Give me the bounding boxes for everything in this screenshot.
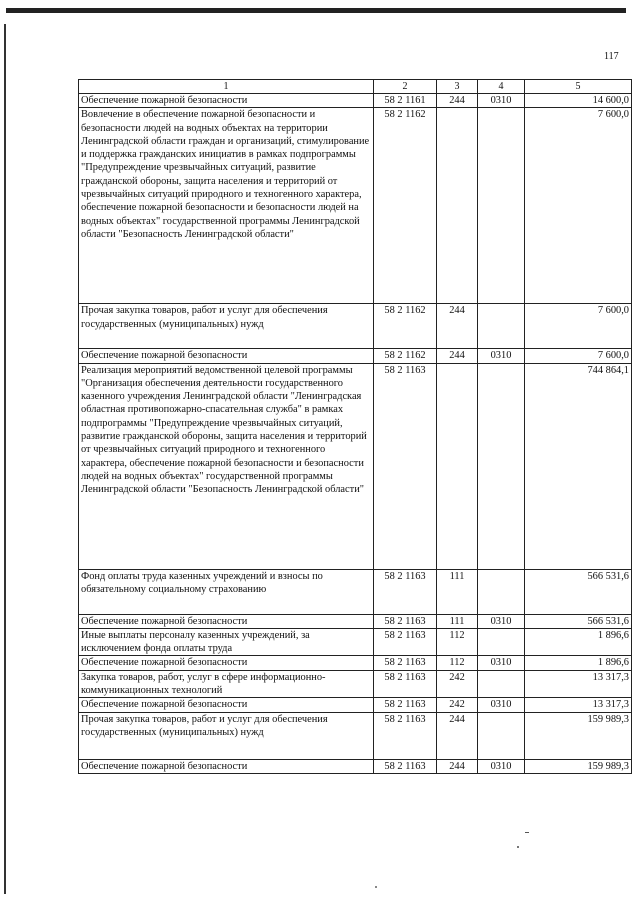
scan-left-border	[4, 24, 6, 894]
row-sum: 1 896,6	[525, 628, 632, 656]
row-sum: 159 989,3	[525, 759, 632, 773]
table-row	[79, 108, 632, 304]
row-rz	[478, 363, 525, 569]
row-csr: 58 2 1162	[374, 349, 437, 363]
row-csr: 58 2 1163	[374, 712, 437, 759]
row-vr: 244	[437, 94, 478, 108]
row-rz: 0310	[478, 94, 525, 108]
row-sum: 14 600,0	[525, 94, 632, 108]
row-rz	[478, 569, 525, 614]
row-vr: 244	[437, 712, 478, 759]
row-rz: 0310	[478, 698, 525, 712]
row-vr: 244	[437, 759, 478, 773]
row-csr: 58 2 1163	[374, 759, 437, 773]
row-vr: 244	[437, 349, 478, 363]
row-csr: 58 2 1163	[374, 698, 437, 712]
row-rz	[478, 108, 525, 304]
row-vr: 242	[437, 670, 478, 698]
row-name: Фонд оплаты труда казенных учреждений и взносы по обязательному социальному страхованию	[79, 569, 374, 614]
header-col-3: 3	[437, 80, 478, 94]
row-sum: 7 600,0	[525, 108, 632, 304]
row-sum: 1 896,6	[525, 656, 632, 670]
row-name: Реализация мероприятий ведомственной целевой программы "Организация обеспечения деятельности государственного казенного учреждения Ленинградской области "Ленинградская областная противопожарно-спасательная служба" в рамках подпрограммы "Предупреждение чрезвычайных ситуаций, развитие гражданской обороны, защита населения и территорий от чрезвычайных ситуаций природного и техногенного характера, обеспечение пожарной безопасности и безопасности людей на водных объектах" государственной программы Ленинградской области "Безопасность Ленинградской области"	[79, 363, 374, 569]
row-csr: 58 2 1163	[374, 569, 437, 614]
scan-speck	[517, 846, 519, 848]
row-name: Вовлечение в обеспечение пожарной безопасности и безопасности людей на водных объектах на территории Ленинградской области граждан и организаций, стимулирование и поддержка гражданских инициатив в рамках подпрограммы "Предупреждение чрезвычайных ситуаций, развитие гражданской обороны, защита населения и территорий от чрезвычайных ситуаций природного и техногенного характера, обеспечение пожарной безопасности и безопасности людей на водных объектах" государственной программы Ленинградской области "Безопасность Ленинградской области"	[79, 108, 374, 304]
row-vr: 111	[437, 569, 478, 614]
row-name: Обеспечение пожарной безопасности	[79, 698, 374, 712]
row-rz	[478, 628, 525, 656]
row-name: Обеспечение пожарной безопасности	[79, 94, 374, 108]
row-rz	[478, 304, 525, 349]
row-rz: 0310	[478, 349, 525, 363]
row-name: Иные выплаты персоналу казенных учреждений, за исключением фонда оплаты труда	[79, 628, 374, 656]
scan-speck	[375, 886, 377, 888]
table-row	[79, 614, 632, 628]
row-csr: 58 2 1163	[374, 670, 437, 698]
row-name: Обеспечение пожарной безопасности	[79, 349, 374, 363]
header-col-1: 1	[79, 80, 374, 94]
row-name: Обеспечение пожарной безопасности	[79, 614, 374, 628]
row-csr: 58 2 1162	[374, 304, 437, 349]
table-row	[79, 94, 632, 108]
table-row	[79, 670, 632, 698]
row-vr: 112	[437, 628, 478, 656]
table-row	[79, 712, 632, 759]
row-rz: 0310	[478, 614, 525, 628]
budget-table	[78, 79, 632, 774]
row-vr	[437, 363, 478, 569]
table-row	[79, 656, 632, 670]
scan-top-border	[6, 8, 626, 13]
row-rz: 0310	[478, 656, 525, 670]
row-sum: 566 531,6	[525, 569, 632, 614]
table-row	[79, 698, 632, 712]
table-row	[79, 569, 632, 614]
scan-speck	[525, 832, 529, 833]
row-name: Обеспечение пожарной безопасности	[79, 759, 374, 773]
table-row	[79, 304, 632, 349]
table-row	[79, 628, 632, 656]
row-vr: 242	[437, 698, 478, 712]
row-vr: 112	[437, 656, 478, 670]
row-name: Прочая закупка товаров, работ и услуг для обеспечения государственных (муниципальных) нужд	[79, 304, 374, 349]
header-row	[79, 80, 632, 94]
row-sum: 159 989,3	[525, 712, 632, 759]
row-csr: 58 2 1161	[374, 94, 437, 108]
page-number: 117	[604, 51, 619, 62]
row-sum: 7 600,0	[525, 304, 632, 349]
row-name: Обеспечение пожарной безопасности	[79, 656, 374, 670]
row-rz: 0310	[478, 759, 525, 773]
row-sum: 13 317,3	[525, 698, 632, 712]
row-sum: 13 317,3	[525, 670, 632, 698]
row-csr: 58 2 1163	[374, 656, 437, 670]
table-row	[79, 759, 632, 773]
row-csr: 58 2 1163	[374, 363, 437, 569]
header-col-2: 2	[374, 80, 437, 94]
table-row	[79, 349, 632, 363]
header-col-5: 5	[525, 80, 632, 94]
header-col-4: 4	[478, 80, 525, 94]
row-csr: 58 2 1162	[374, 108, 437, 304]
row-sum: 744 864,1	[525, 363, 632, 569]
row-sum: 566 531,6	[525, 614, 632, 628]
row-rz	[478, 670, 525, 698]
row-sum: 7 600,0	[525, 349, 632, 363]
row-vr: 111	[437, 614, 478, 628]
row-name: Прочая закупка товаров, работ и услуг для обеспечения государственных (муниципальных) нужд	[79, 712, 374, 759]
row-rz	[478, 712, 525, 759]
row-name: Закупка товаров, работ, услуг в сфере информационно-коммуникационных технологий	[79, 670, 374, 698]
row-vr	[437, 108, 478, 304]
row-csr: 58 2 1163	[374, 628, 437, 656]
row-csr: 58 2 1163	[374, 614, 437, 628]
table-row	[79, 363, 632, 569]
row-vr: 244	[437, 304, 478, 349]
